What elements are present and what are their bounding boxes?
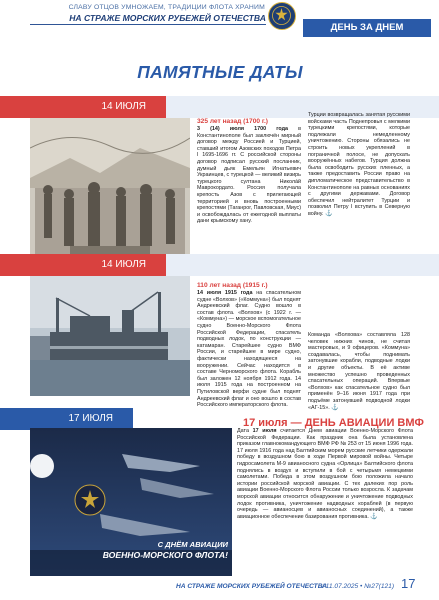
page-title: ПАМЯТНЫЕ ДАТЫ xyxy=(137,62,303,82)
anchor-icon: ⚓ xyxy=(331,404,339,411)
section-1-heading: 325 лет назад (1700 г.) xyxy=(197,118,268,125)
footer-issue: / 11.07.2025 • №27(121) xyxy=(322,583,395,590)
poster-greeting-line-1: С ДНЁМ АВИАЦИИ xyxy=(157,540,228,549)
section-3-lead: 17 июля xyxy=(252,428,277,434)
footer-newspaper-title: НА СТРАЖЕ МОРСКИХ РУБЕЖЕЙ ОТЕЧЕСТВА xyxy=(176,583,327,590)
section-2-lead: 14 июля 1915 года xyxy=(197,290,253,296)
anchor-icon: ⚓ xyxy=(370,513,378,520)
poster-greeting-line-2: ВОЕННО-МОРСКОГО ФЛОТА! xyxy=(102,550,228,560)
aviation-day-title: 17 июля — ДЕНЬ АВИАЦИИ ВМФ xyxy=(243,417,424,429)
section-1-col-b xyxy=(308,112,410,218)
section-2-body-a xyxy=(197,290,301,409)
anchor-icon: ⚓ xyxy=(324,210,333,217)
header-slogan: СЛАВУ ОТЦОВ УМНОЖАЕМ, ТРАДИЦИИ ФЛОТА ХРАНИМ xyxy=(68,4,265,11)
date-bar-2-band xyxy=(166,254,439,276)
section-3-text-pre: Дата xyxy=(237,428,249,434)
date-bar-1: 14 ИЮЛЯ xyxy=(0,96,166,118)
section-2-heading: 110 лет назад (1915 г.) xyxy=(197,282,268,289)
section-3-body xyxy=(237,428,413,520)
section-1-body-b xyxy=(308,112,410,218)
section-3-text-a: считается Днем авиации Военно-Морского Флота Российской Федерации. Как праздник она была установлена приказом главнокомандующего ВМФ РФ № 253 от 15 июня 1996 года. 17 июля 1916 года над Балтийским морем русские летчики одержали победу в воздушном бою в ходе Первой мировой войны. Четыре гидросамолета М-9 авианосного судна «Орлица» Балтийского флота поднялись в воздух и вступили в бой с четырьмя немецкими самолетами. Победа в этом воздушном бою положила начало истории российской морской авиации. С тех далеких пор роль авиации Военно-Морского Флота России только возросла. К задачам морской авиации относится обнаружение и уничтожение подводных лодок противника, уничтожение надводных кораблей (в первую очередь — авианосцев и авианосных соединений), а также авиационное обеспечение базирования противника. xyxy=(237,428,413,520)
section-2-text-a: на спасательном судне «Волхов» («Коммуна») был поднят Андреевский флаг. Судно вошло в состав флота. «Волхов» (с 1922 г. — «Коммуна») — морское вспомогательное судно Военно-Морского Флота Российской Федерации, спасатель подводных лодок, по конструкции — катамаран. Старейшее судно ВМФ России, и старейшее в мире судно, фактически находящееся на вооружении. Сейчас находится в составе Черноморского флота. Корабль был заложен 12 ноября 1912 года. 14 июля 1915 года на построенном на Путиловской верфи судне был поднят Андреевский флаг и оно вошло в состав Российского императорского флота. xyxy=(197,290,301,409)
section-1-text-a: в Константинополе был заключён мирный договор между Россией и Турцией, ставший итогом Азовских походов Петра I 1695-1696 гг. С российской стороны договор подписал русский посланник, думный дьяк Емельян Игнатьевич Украинцев, с турецкой — великий визирь турецкого султана Никола́й Маврокордато. Россия получала крепость Азов с прилегающей территорией и вновь построенными крепостями (Таганрог, Павловская, Миус) и освобождалась от ежегодной выплаты дани крымскому хану. xyxy=(197,126,301,225)
section-2-col-a xyxy=(197,282,301,409)
date-bar-2: 14 ИЮЛЯ xyxy=(0,254,166,276)
header-divider xyxy=(30,24,266,25)
page-number: 17 xyxy=(401,576,416,591)
date-bar-3: 17 ИЮЛЯ xyxy=(0,408,133,430)
section-1-lead: 3 (14) июля 1700 года xyxy=(197,126,289,132)
section-3-col xyxy=(237,428,413,520)
section-2-text-b: Команда «Волхова» составляла 128 человек нижних чинов, не считая мастеровых, и 9 офицеров. «Коммуна» создавалась, чтобы поднимать затонувшие корабли, подводные лодки и другие объекты. В её активе множество успешно проведенных спасательных операций. Впервые «Волхов» как спасательное судно был применён 9–16 июня 1917 года при подъёме затонувшей подводной лодки «АГ-15». xyxy=(308,332,410,411)
section-2-body-b xyxy=(308,332,410,411)
volkhov-ship-image xyxy=(30,276,190,396)
newspaper-title: НА СТРАЖЕ МОРСКИХ РУБЕЖЕЙ ОТЕЧЕСТВА xyxy=(69,13,266,23)
navy-emblem-icon xyxy=(268,2,296,30)
rubric-label: ДЕНЬ ЗА ДНЕМ xyxy=(303,19,431,37)
section-1-text-b: Турции возвращалась занятая русскими войсками часть Поднепровья с мелкими турецкими крепостями, которые подлежали немедленному уничтожению. Стороны обязались не строить новых укреплений в пограничной полосе, не допускать вооружённых набегов. Турция должна была освободить русских пленных, а также предоставить России право на дипломатическое представительство в Константинополе на равных основаниях с другими державами. Договор обеспечил нейтралитет Турции и позволил Петру I вступить в Северную войну. xyxy=(308,112,410,217)
section-2-col-b xyxy=(308,332,410,411)
section-1-body-a xyxy=(197,126,301,225)
aviation-poster-image xyxy=(30,428,232,576)
treaty-engraving-image xyxy=(30,118,190,266)
section-1-col-a xyxy=(197,118,301,225)
